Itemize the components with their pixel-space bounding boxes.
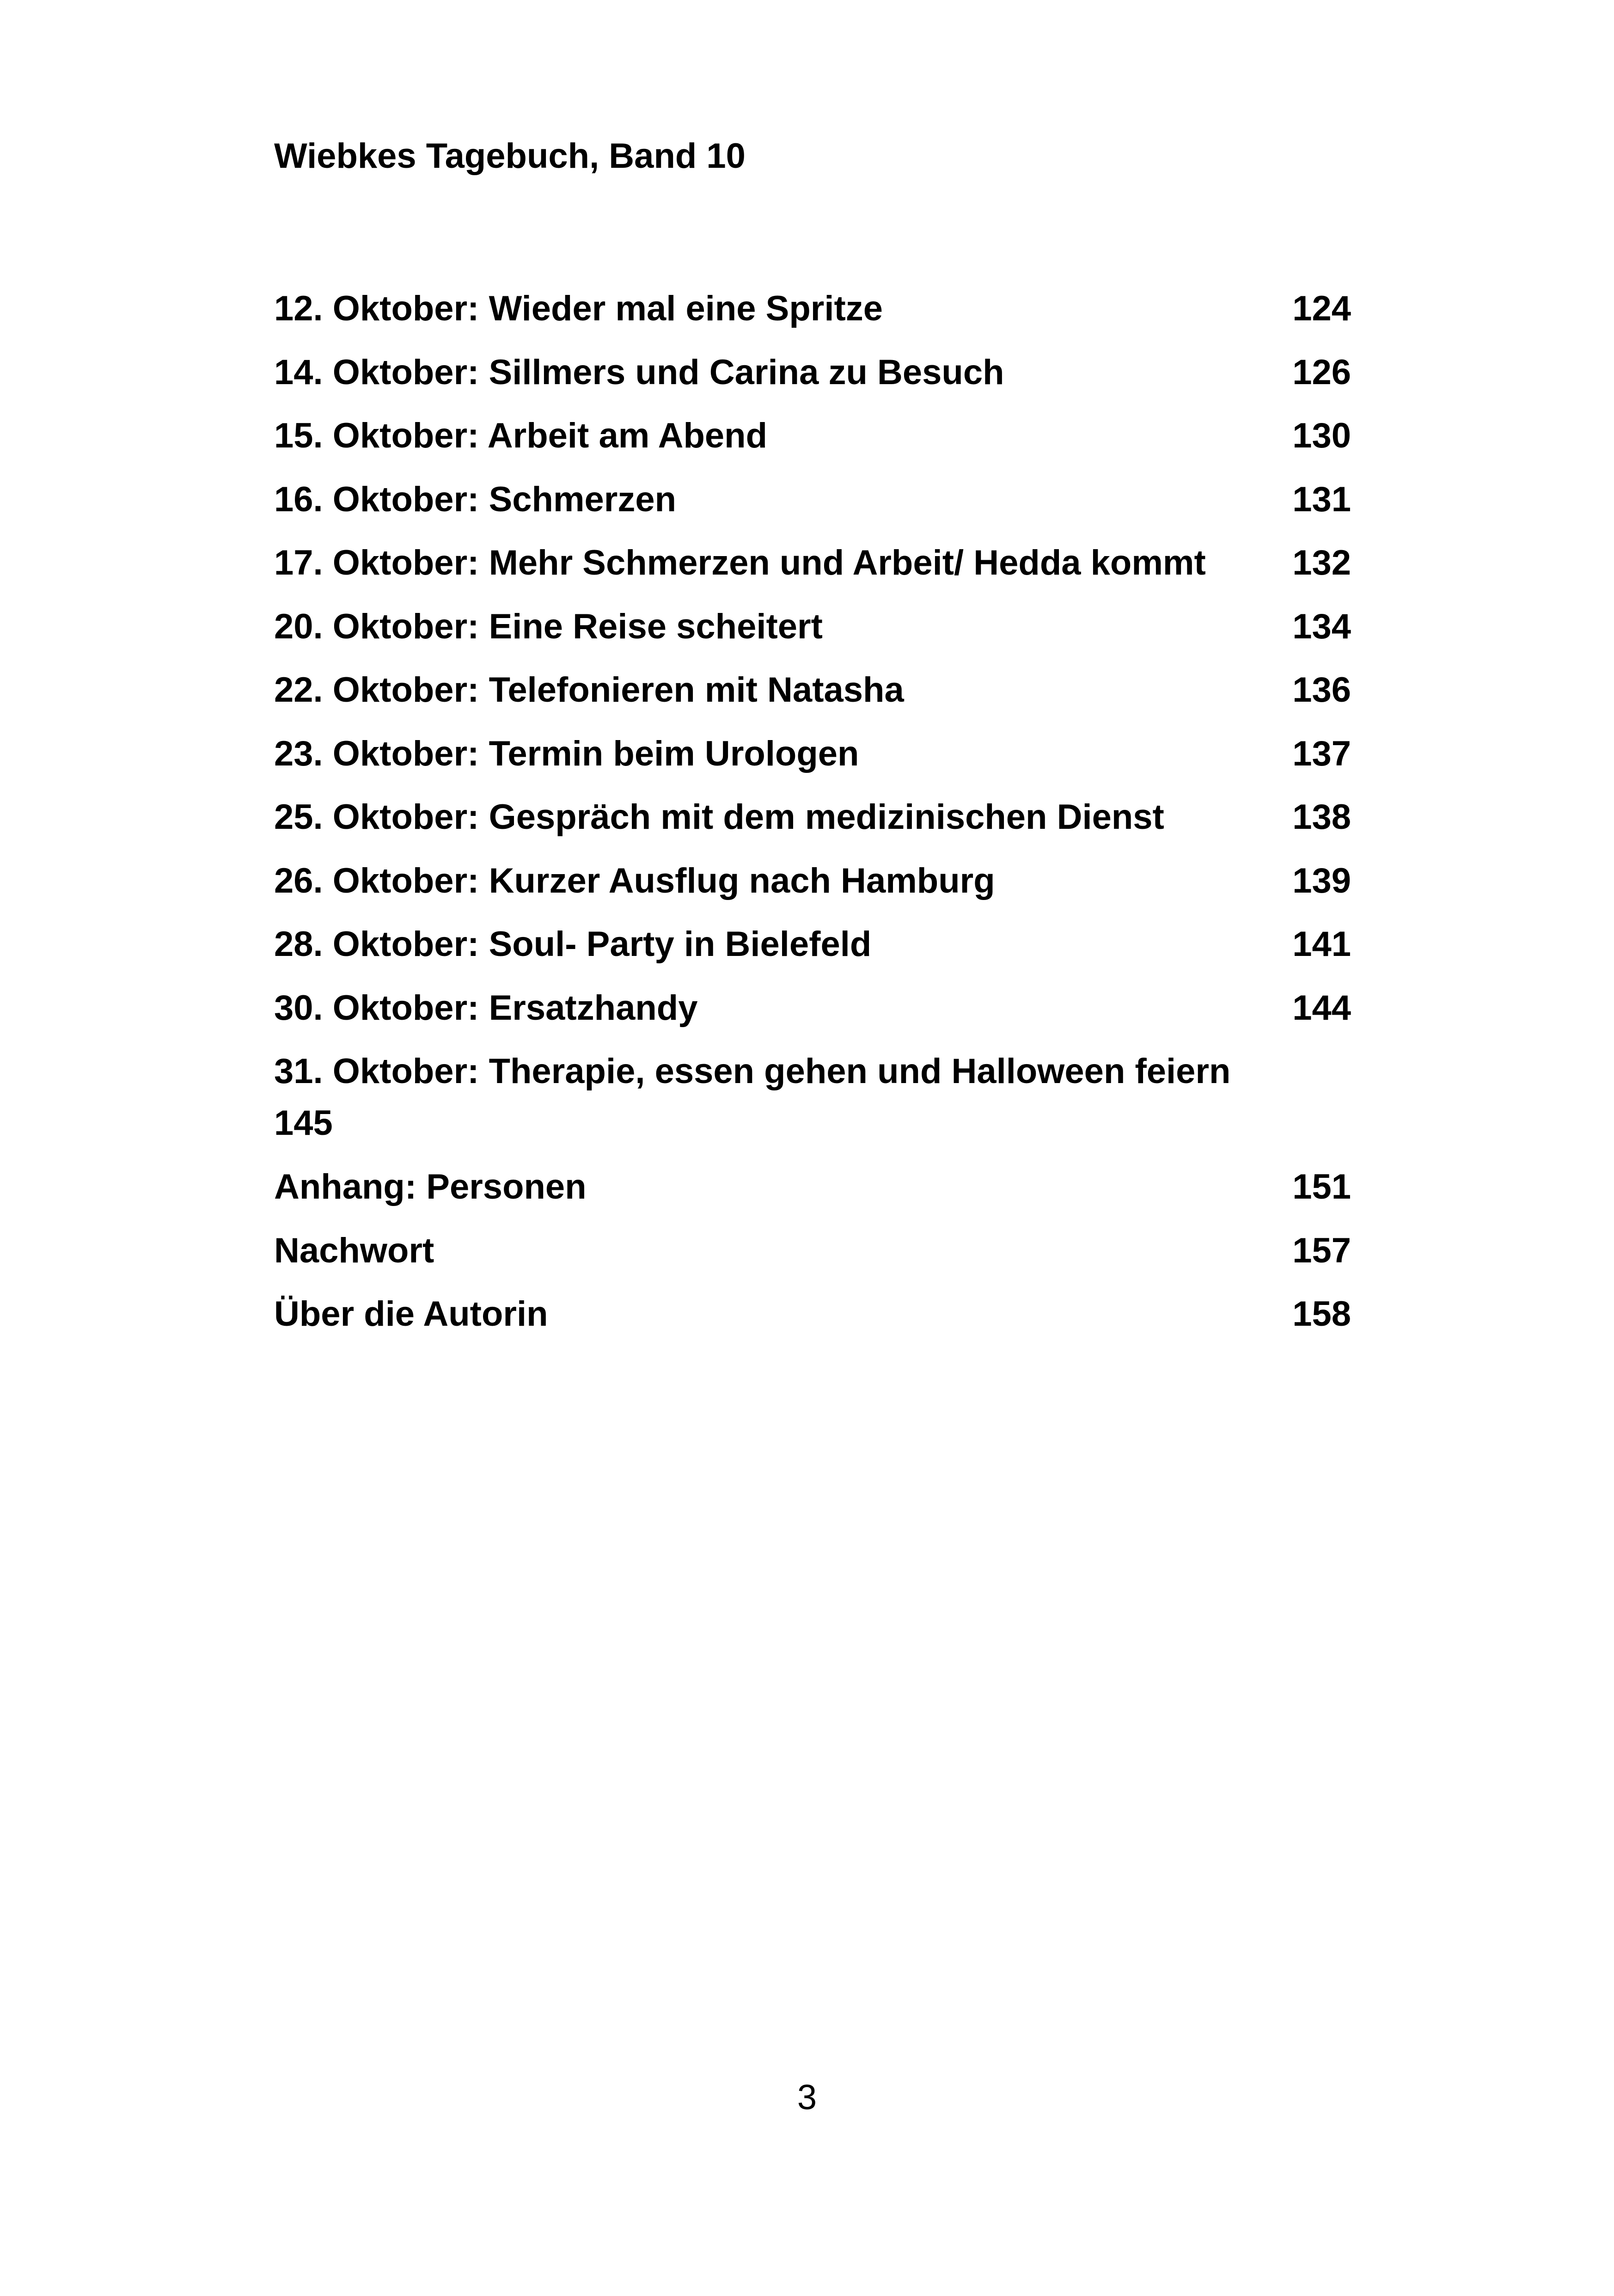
toc-entry-title: 22. Oktober: Telefonieren mit Natasha [274,670,904,710]
toc-entry-title: 23. Oktober: Termin beim Urologen [274,734,859,773]
toc-entry-page: 137 [1292,734,1351,773]
table-of-contents [274,291,1351,1360]
toc-entry-title: 17. Oktober: Mehr Schmerzen und Arbeit/ Hedda kommt [274,543,1206,582]
toc-entry-page: 141 [1292,925,1351,964]
toc-entry-title: 31. Oktober: Therapie, essen gehen und Halloween feiern [274,1052,1231,1091]
toc-entry [274,1233,1351,1297]
toc-entry-page: 139 [1292,861,1351,900]
toc-entry-title: Nachwort [274,1231,434,1270]
toc-entry-title: 26. Oktober: Kurzer Ausflug nach Hamburg [274,861,995,900]
toc-entry-title: 28. Oktober: Soul- Party in Bielefeld [274,925,872,964]
page-number: 3 [797,2078,817,2117]
toc-entry-page: 134 [1292,606,1351,646]
toc-entry-page: 158 [1292,1294,1351,1334]
toc-entry [274,988,1351,1054]
toc-entry-page: 157 [1292,1231,1351,1270]
toc-entry-title: 14. Oktober: Sillmers und Carina zu Besuch [274,352,1004,392]
toc-entry [274,479,1351,546]
toc-entry-page: 124 [1292,289,1351,328]
toc-entry [274,927,1351,991]
toc-entry-page: 126 [1292,352,1351,392]
toc-entry-title: 20. Oktober: Eine Reise scheitert [274,606,823,646]
toc-entry-title: 30. Oktober: Ersatzhandy [274,988,698,1028]
toc-entry-title: 16. Oktober: Schmerzen [274,479,677,519]
toc-entry [274,606,1351,673]
toc-entry-title: 25. Oktober: Gespräch mit dem medizinischen Dienst [274,797,1164,837]
toc-entry [274,1054,1351,1169]
toc-entry-page: 151 [1292,1167,1351,1206]
toc-entry [274,545,1351,609]
toc-entry-title: Anhang: Personen [274,1167,587,1206]
toc-entry [274,736,1351,800]
toc-entry-page: 130 [1292,416,1351,455]
toc-entry-page: 138 [1292,797,1351,837]
toc-entry-page: 136 [1292,670,1351,710]
toc-entry-page: 132 [1292,543,1351,582]
toc-entry-page: 145 [274,1103,333,1143]
toc-entry-page: 144 [1292,988,1351,1028]
toc-entry [274,797,1351,863]
toc-entry-page: 131 [1292,479,1351,519]
page-title: Wiebkes Tagebuch, Band 10 [274,136,746,176]
toc-entry [274,418,1351,482]
toc-entry-title: 12. Oktober: Wieder mal eine Spritze [274,289,883,328]
toc-entry-title: 15. Oktober: Arbeit am Abend [274,416,768,455]
toc-entry [274,1294,1351,1360]
toc-entry [274,863,1351,927]
toc-entry-title: Über die Autorin [274,1294,548,1334]
toc-entry [274,670,1351,736]
toc-entry [274,291,1351,355]
toc-entry [274,1169,1351,1233]
toc-entry [274,352,1351,419]
